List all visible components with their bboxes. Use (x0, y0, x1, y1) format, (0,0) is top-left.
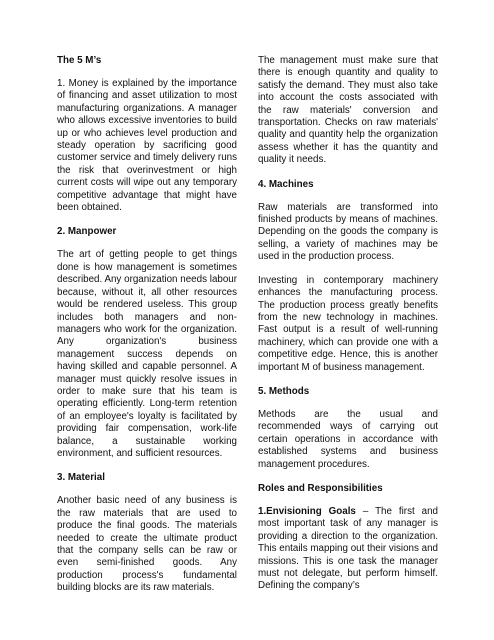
section-title: The 5 M’s (57, 55, 102, 66)
material-paragraph: Another basic need of any business is the raw materials that are used to produce the final goods. The materials needed to create the ultimate product that the company sells can be raw or even semi-finished goods. Any production process's fundamental building blocks are its raw materials. (57, 495, 237, 594)
methods-paragraph: Methods are the usual and recommended ways of carrying out certain operations in accordance with established systems and business management procedures. (258, 408, 438, 470)
envisioning-goals-text: – The first and most important task of any manager is providing a direction to the organization. This entails mapping out their visions and missions. This is one task the manager must not delegate, but perform himself. Defining the company’s (258, 505, 438, 592)
material-continued-paragraph: The management must make sure that there is enough quantity and quality to satisfy the demand. They must also take into account the costs associated with the raw materials' conversion and transportation. Checks on raw materials' quality and quantity help the organization assess whether it has the quantity and quality it needs. (258, 55, 438, 166)
machines-heading: 4. Machines (258, 178, 314, 190)
left-column (57, 54, 237, 595)
manpower-paragraph: The art of getting people to get things done is how management is sometimes described. Any organization needs labour because, without it, all other resources would be rendered useless. This group includes both managers and non-managers who work for the organization. Any organization's business management success depends on having skilled and capable personnel. A manager must quickly resolve issues in order to make sure that his team is operating efficiently. Long-term retention of an employee's loyalty is facilitated by providing fair compensation, work-life balance, a sustainable working environment, and sufficient resources. (57, 249, 237, 459)
machines-paragraph-1: Raw materials are transformed into finished products by means of machines. Depending on the goods the company is selling, a variety of machines may be used in the production process. (258, 201, 438, 263)
machines-paragraph-2: Investing in contemporary machinery enhances the manufacturing process. The production process greatly benefits from the new technology in machines. Fast output is a result of well-running machinery, which can provide one with a competitive edge. Hence, this is another important M of business management. (258, 274, 438, 373)
right-column (258, 55, 438, 593)
envisioning-goals-paragraph (258, 506, 438, 593)
methods-heading: 5. Methods (258, 385, 310, 397)
money-paragraph: 1. Money is explained by the importance of financing and asset utilization to most manufacturing organizations. A manager who allows excessive inventories to build up or who achieves level production and steady operation by sacrificing good customer service and timely delivery runs the risk that overinvestment or high current costs will wipe out any temporary competitive advantage that might have been obtained. (57, 78, 237, 214)
envisioning-goals-label: 1.Envisioning Goals (258, 505, 356, 517)
material-heading: 3. Material (57, 472, 105, 484)
roles-heading: Roles and Responsibilities (258, 482, 383, 494)
manpower-heading: 2. Manpower (57, 226, 117, 238)
